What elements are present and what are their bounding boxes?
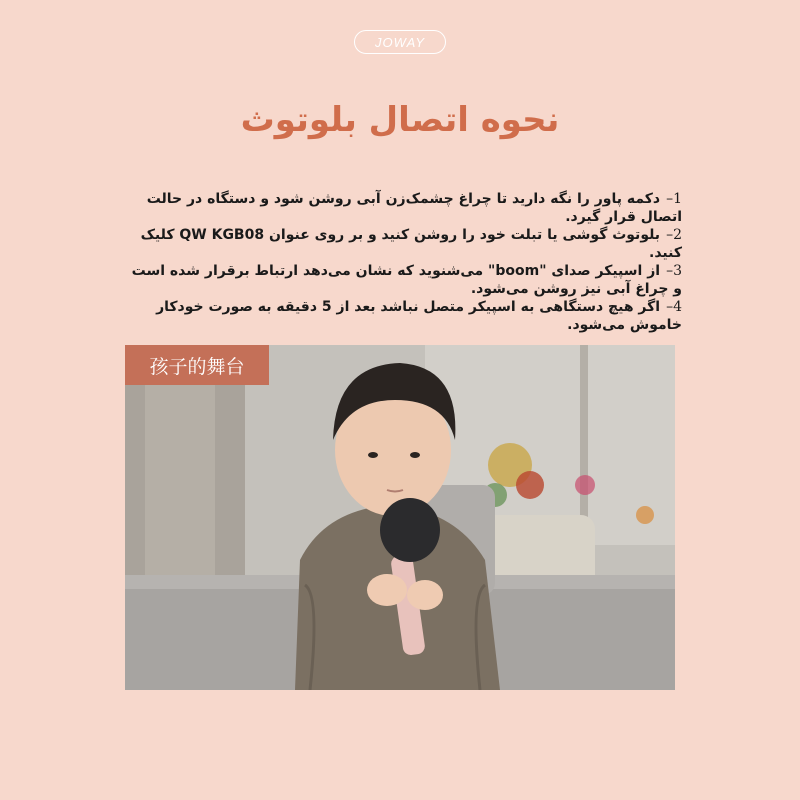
step-number: 3–	[666, 263, 682, 279]
step-text: دکمه پاور را نگه دارید تا چراغ چشمک‌زن آبی روشن شود و دستگاه در حالت اتصال قرار گیرد.	[146, 191, 682, 225]
step-text: اگر هیچ دستگاهی به اسپیکر متصل نباشد بعد از 5 دقیقه به صورت خودکار خاموش می‌شود.	[156, 299, 682, 333]
step-number: 1–	[666, 191, 682, 207]
step-text: از اسپیکر صدای "boom" می‌شنوید که نشان می‌دهد ارتباط برقرار شده است و چراغ آبی نیز روشن می‌شود.	[131, 263, 682, 297]
instruction-step-2	[120, 226, 682, 262]
photo-illustration	[125, 345, 675, 690]
page-title: نحوه اتصال بلوتوث	[240, 100, 560, 140]
product-photo	[125, 345, 675, 690]
brand-logo-text: JOWAY	[374, 34, 426, 50]
step-text: بلوتوث گوشی یا تبلت خود را روشن کنید و بر روی عنوان QW KGB08 کلیک کنید.	[140, 227, 682, 261]
instruction-list	[120, 190, 682, 334]
photo-tag-label: 孩子的舞台	[149, 355, 245, 378]
instruction-step-4	[120, 298, 682, 334]
step-number: 2–	[666, 227, 682, 243]
instruction-step-3	[120, 262, 682, 298]
step-number: 4–	[666, 299, 682, 315]
brand-logo	[354, 30, 446, 54]
photo-tag	[125, 345, 269, 385]
instruction-step-1	[120, 190, 682, 226]
